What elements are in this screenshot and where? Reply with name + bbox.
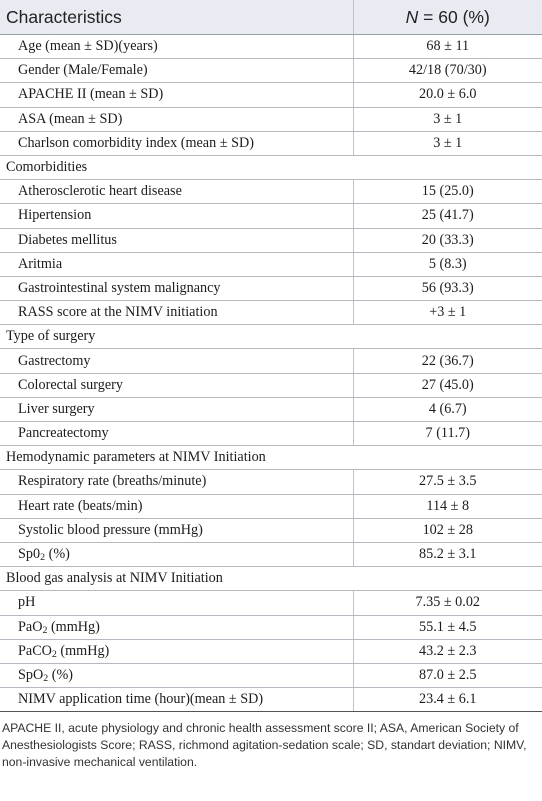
row-label: APACHE II (mean ± SD)	[0, 83, 353, 107]
label-text: (%)	[48, 666, 74, 683]
table-row	[0, 373, 542, 397]
table-row	[0, 542, 542, 566]
row-label: Atherosclerotic heart disease	[0, 180, 353, 204]
row-label: Age (mean ± SD)(years)	[0, 35, 353, 59]
table-row	[0, 494, 542, 518]
row-label: pH	[0, 591, 353, 615]
row-value: 55.1 ± 4.5	[353, 615, 542, 639]
table-row	[0, 59, 542, 83]
row-label	[0, 542, 353, 566]
row-value: 5 (8.3)	[353, 252, 542, 276]
header-characteristics: Characteristics	[0, 0, 353, 35]
row-label: Hipertension	[0, 204, 353, 228]
row-value: 20.0 ± 6.0	[353, 83, 542, 107]
row-value: 114 ± 8	[353, 494, 542, 518]
section-title: Hemodynamic parameters at NIMV Initiation	[0, 446, 542, 470]
row-label	[0, 615, 353, 639]
table-row	[0, 204, 542, 228]
table-footnote: APACHE II, acute physiology and chronic health assessment score II; ASA, American Society of Anesthesiologists Score; RASS, richmond agitation-sedation scale; SD, standart deviation; NIMV, non-invasive mechanical ventilation.	[2, 721, 527, 770]
row-value: 85.2 ± 3.1	[353, 542, 542, 566]
table-row	[0, 397, 542, 421]
header-n-symbol: N	[405, 6, 419, 27]
row-value: 27.5 ± 3.5	[353, 470, 542, 494]
section-title: Comorbidities	[0, 155, 542, 179]
table-row	[0, 83, 542, 107]
label-text: PaO	[18, 618, 43, 635]
table-row	[0, 349, 542, 373]
section-header-hemodynamic	[0, 446, 542, 470]
section-title: Type of surgery	[0, 325, 542, 349]
row-label: Heart rate (beats/min)	[0, 494, 353, 518]
row-value: 87.0 ± 2.5	[353, 663, 542, 687]
row-label: ASA (mean ± SD)	[0, 107, 353, 131]
row-value: 3 ± 1	[353, 131, 542, 155]
table-row	[0, 301, 542, 325]
row-value: 102 ± 28	[353, 518, 542, 542]
row-value: +3 ± 1	[353, 301, 542, 325]
row-value: 25 (41.7)	[353, 204, 542, 228]
section-header-comorbidities	[0, 155, 542, 179]
row-value: 42/18 (70/30)	[353, 59, 542, 83]
label-text: (mmHg)	[47, 618, 100, 635]
table-row	[0, 35, 542, 59]
label-text: PaCO	[18, 642, 52, 659]
table-row	[0, 591, 542, 615]
label-subscript: 2	[51, 648, 57, 660]
row-label: Gastrointestinal system malignancy	[0, 276, 353, 300]
table-row	[0, 639, 542, 663]
label-subscript: 2	[40, 552, 46, 564]
table-row	[0, 276, 542, 300]
row-value: 23.4 ± 6.1	[353, 688, 542, 712]
row-value: 4 (6.7)	[353, 397, 542, 421]
table-row	[0, 518, 542, 542]
row-value: 20 (33.3)	[353, 228, 542, 252]
row-label: Diabetes mellitus	[0, 228, 353, 252]
row-label	[0, 663, 353, 687]
table-row	[0, 470, 542, 494]
table-row	[0, 107, 542, 131]
row-value: 7 (11.7)	[353, 422, 542, 446]
table-header-row	[0, 0, 542, 35]
row-label: Systolic blood pressure (mmHg)	[0, 518, 353, 542]
table-row	[0, 663, 542, 687]
row-value: 27 (45.0)	[353, 373, 542, 397]
header-n-value: = 60 (%)	[418, 6, 490, 27]
table-row	[0, 131, 542, 155]
header-n-count	[353, 0, 542, 35]
row-label	[0, 639, 353, 663]
table-row	[0, 688, 542, 712]
row-value: 3 ± 1	[353, 107, 542, 131]
label-subscript: 2	[42, 624, 48, 636]
row-value: 7.35 ± 0.02	[353, 591, 542, 615]
row-label: Liver surgery	[0, 397, 353, 421]
row-label: Aritmia	[0, 252, 353, 276]
row-label: RASS score at the NIMV initiation	[0, 301, 353, 325]
label-text: (%)	[45, 546, 70, 563]
row-label: Pancreatectomy	[0, 422, 353, 446]
table-row	[0, 252, 542, 276]
label-text: Sp0	[18, 546, 41, 563]
row-value: 43.2 ± 2.3	[353, 639, 542, 663]
row-value: 22 (36.7)	[353, 349, 542, 373]
table-row	[0, 228, 542, 252]
row-label: NIMV application time (hour)(mean ± SD)	[0, 688, 353, 712]
section-header-surgery	[0, 325, 542, 349]
row-label: Colorectal surgery	[0, 373, 353, 397]
section-header-bloodgas	[0, 567, 542, 591]
row-label: Gender (Male/Female)	[0, 59, 353, 83]
table-row	[0, 180, 542, 204]
section-title: Blood gas analysis at NIMV Initiation	[0, 567, 542, 591]
row-label: Respiratory rate (breaths/minute)	[0, 470, 353, 494]
row-value: 56 (93.3)	[353, 276, 542, 300]
row-label: Charlson comorbidity index (mean ± SD)	[0, 131, 353, 155]
table-row	[0, 615, 542, 639]
row-value: 68 ± 11	[353, 35, 542, 59]
label-text: (mmHg)	[56, 642, 110, 659]
row-label: Gastrectomy	[0, 349, 353, 373]
label-subscript: 2	[43, 672, 49, 684]
table-row	[0, 422, 542, 446]
label-text: SpO	[18, 666, 44, 683]
row-value: 15 (25.0)	[353, 180, 542, 204]
